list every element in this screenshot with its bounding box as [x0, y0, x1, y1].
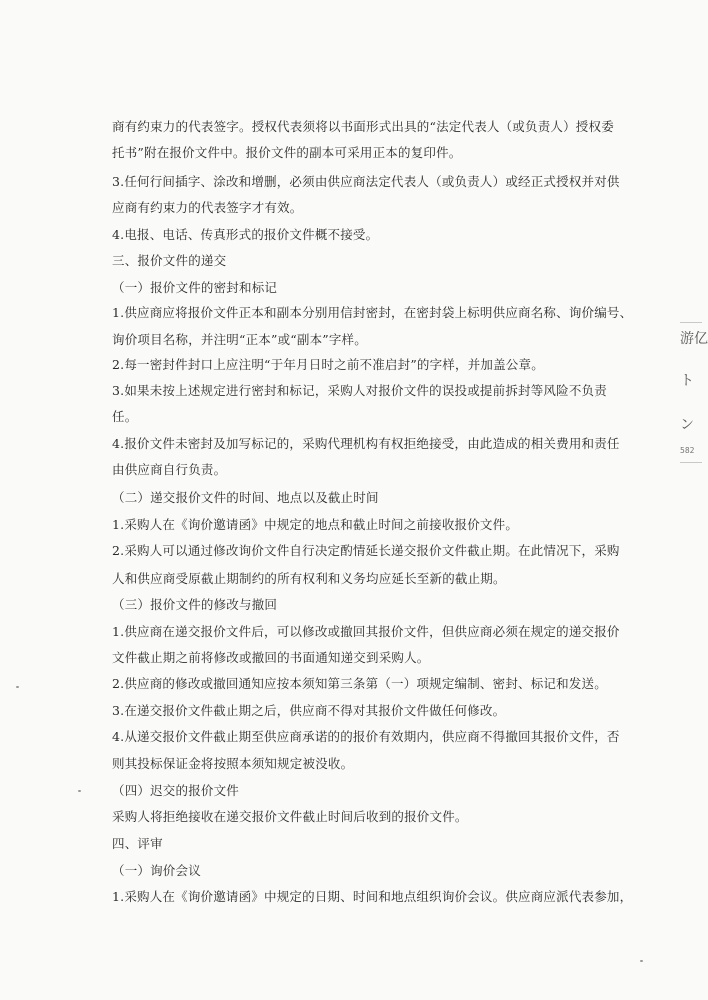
text-line: 任。 — [112, 409, 138, 424]
text-line: 2.采购人可以通过修改询价文件自行决定酌情延长递交报价文件截止期。在此情况下，采购 — [112, 543, 620, 558]
scan-speck — [640, 960, 643, 962]
text-line: 询价项目名称，并注明“正本”或“副本”字样。 — [112, 332, 367, 347]
subsection-heading: （三）报价文件的修改与撤回 — [112, 597, 278, 612]
text-line: 1.采购人在《询价邀请函》中规定的地点和截止时间之前接收报价文件。 — [112, 517, 519, 532]
edge-text: ン — [680, 417, 694, 433]
scan-speck — [78, 790, 81, 792]
text-line: 由供应商自行负责。 — [112, 462, 227, 477]
text-line: 2.每一密封件封口上应注明“于年月日时之前不准启封”的字样，并加盖公章。 — [112, 357, 544, 372]
scan-speck — [16, 686, 19, 688]
subsection-heading: （二）递交报价文件的时间、地点以及截止时间 — [112, 490, 379, 505]
text-line: 文件截止期之前将修改或撤回的书面通知递交到采购人。 — [112, 650, 430, 665]
text-line: 4.报价文件未密封及加写标记的，采购代理机构有权拒绝接受，由此造成的相关费用和责任 — [112, 436, 620, 451]
subsection-heading: （一）询价会议 — [112, 863, 201, 878]
text-line: 商有约束力的代表签字。授权代表须将以书面形式出具的“法定代表人（或负责人）授权委 — [112, 119, 614, 134]
section-heading: 四、评审 — [112, 836, 163, 851]
text-line: 应商有约束力的代表签字才有效。 — [112, 200, 303, 215]
text-line: 1.供应商在递交报价文件后，可以修改或撤回其报价文件，但供应商必须在规定的递交报价 — [112, 624, 620, 639]
text-line: 托书”附在报价文件中。报价文件的副本可采用正本的复印件。 — [112, 145, 462, 160]
edge-rule — [680, 322, 702, 323]
adjacent-page-edge — [676, 318, 708, 468]
subsection-heading: （一）报价文件的密封和标记 — [112, 280, 278, 295]
section-heading: 三、报价文件的递交 — [112, 253, 227, 268]
text-line: 3.如果未按上述规定进行密封和标记，采购人对报价文件的误投或提前拆封等风险不负责 — [112, 383, 607, 398]
edge-text: 游亿 — [680, 331, 708, 347]
edge-rule — [680, 462, 702, 463]
text-line: 人和供应商受原截止期制约的所有权利和义务均应延长至新的截止期。 — [112, 571, 506, 586]
text-line: 采购人将拒绝接收在递交报价文件截止时间后收到的报价文件。 — [112, 809, 468, 824]
text-line: 则其投标保证金将按照本须知规定被没收。 — [112, 756, 354, 771]
text-line: 1.采购人在《询价邀请函》中规定的日期、时间和地点组织询价会议。供应商应派代表参加， — [112, 889, 633, 904]
text-line: 3.任何行间插字、涂改和增删，必须由供应商法定代表人（或负责人）或经正式授权并对供 — [112, 174, 620, 189]
text-line: 4.电报、电话、传真形式的报价文件概不接受。 — [112, 227, 379, 242]
subsection-heading: （四）迟交的报价文件 — [112, 783, 240, 798]
text-line: 2.供应商的修改或撤回通知应按本须知第三条第（一）项规定编制、密封、标记和发送。 — [112, 676, 607, 691]
edge-text: ト — [680, 373, 694, 389]
text-line: 1.供应商应将报价文件正本和副本分别用信封密封，在密封袋上标明供应商名称、询价编号、 — [112, 305, 633, 320]
text-line: 4.从递交报价文件截止期至供应商承诺的的报价有效期内，供应商不得撤回其报价文件，否 — [112, 729, 620, 744]
edge-number: 582 — [680, 446, 695, 455]
text-line: 3.在递交报价文件截止期之后，供应商不得对其报价文件做任何修改。 — [112, 703, 506, 718]
